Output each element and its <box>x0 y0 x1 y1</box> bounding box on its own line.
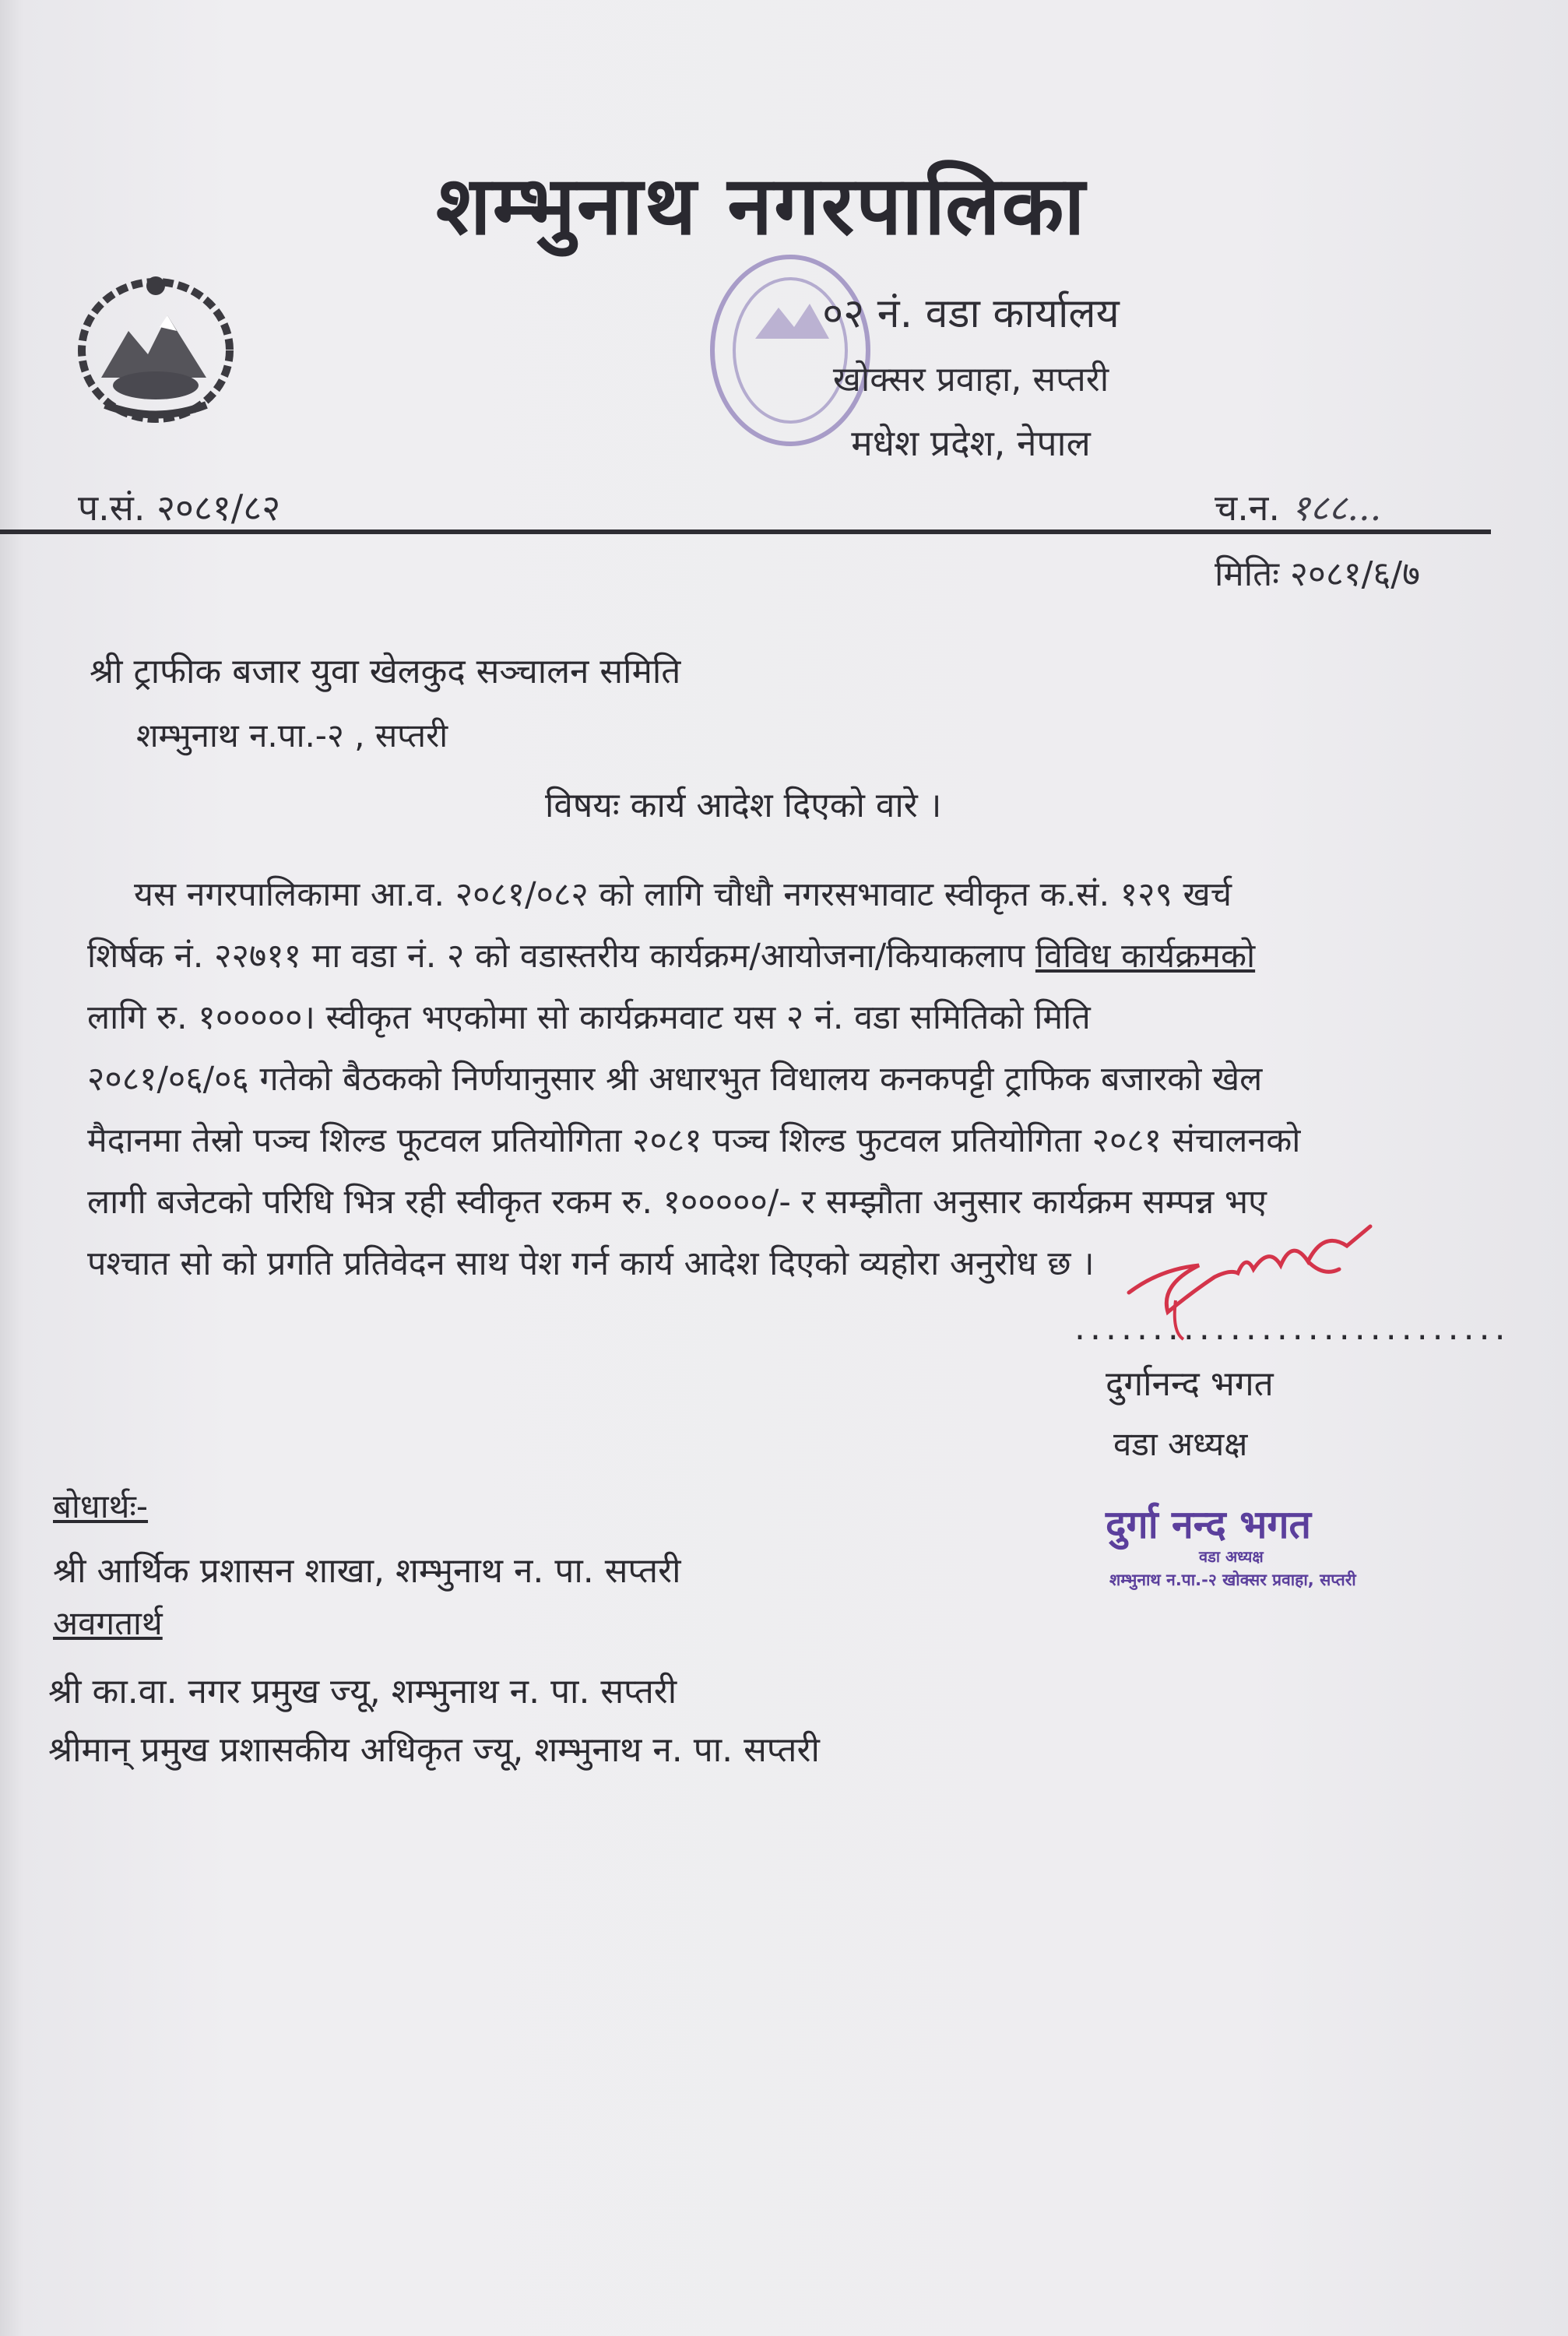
signatory-name: दुर्गानन्द भगत <box>1106 1364 1274 1404</box>
info-label: बोधार्थः- <box>53 1487 149 1525</box>
body-line: मैदानमा तेस्रो पञ्च शिल्ड फूटवल प्रतियोगिता २०८१ पञ्च शिल्ड फुटवल प्रतियोगिता २०८१ संचालनको <box>87 1121 1301 1160</box>
body-line-text: शिर्षक नं. २२७११ मा वडा नं. २ को वडास्तरीय कार्यक्रम/आयोजना/कियाकलाप <box>87 937 1025 976</box>
body-line: पश्चात सो को प्रगति प्रतिवेदन साथ पेश गर्न कार्य आदेश दिएको व्यहोरा अनुरोध छ । <box>87 1244 1095 1283</box>
fiscal-reference: प.सं. २०८१/८२ <box>78 487 281 529</box>
signature-line: ............................ <box>1074 1308 1510 1348</box>
program-name: विविध कार्यक्रमको <box>1035 937 1256 976</box>
letter-date: मितिः २०८१/६/७ <box>1215 554 1420 594</box>
notice-label: अवगतार्थ <box>53 1604 163 1642</box>
header-rule <box>0 529 1491 534</box>
body-line: २०८१/०६/०६ गतेको बैठकको निर्णयानुसार श्री अधारभुत विधालय कनकपट्टी ट्राफिक बजारको खेल <box>87 1060 1263 1099</box>
body-line: लागि रु. १०००००। स्वीकृत भएकोमा सो कार्यक्रमवाट यस २ नं. वडा समितिको मिति <box>87 998 1091 1037</box>
municipality-title: शम्भुनाथ नगरपालिका <box>436 158 1087 253</box>
notice-item: श्रीमान् प्रमुख प्रशासकीय अधिकृत ज्यू, शम्भुनाथ न. पा. सप्तरी <box>48 1730 820 1770</box>
dispatch-value: १८८... <box>1291 487 1382 529</box>
ward-office: ०२ नं. वडा कार्यालय <box>822 290 1120 337</box>
subject-line: विषयः कार्य आदेश दिएको वारे । <box>545 786 942 825</box>
office-address: खोक्सर प्रवाहा, सप्तरी <box>832 360 1109 399</box>
body-line: यस नगरपालिकामा आ.व. २०८१/०८२ को लागि चौधौ नगरसभावाट स्वीकृत क.सं. १२९ खर्च <box>134 875 1232 914</box>
body-line <box>87 926 1489 987</box>
info-item: श्री आर्थिक प्रशासन शाखा, शम्भुनाथ न. पा. सप्तरी <box>53 1551 681 1591</box>
dispatch-label: च.न. <box>1215 487 1280 529</box>
stamp-title: वडा अध्यक्ष <box>1199 1547 1264 1566</box>
recipient-name: श्री ट्राफीक बजार युवा खेलकुद सञ्चालन समिति <box>90 652 681 691</box>
stamp-name: दुर्गा नन्द भगत <box>1106 1502 1312 1547</box>
province-line: मधेश प्रदेश, नेपाल <box>851 422 1091 464</box>
body-line: लागी बजेटको परिधि भित्र रही स्वीकृत रकम रु. १०००००/- र सम्झौता अनुसार कार्यक्रम सम्पन्न भए <box>87 1183 1267 1222</box>
recipient-address: शम्भुनाथ न.पा.-२ , सप्तरी <box>136 716 448 755</box>
dispatch-number <box>1215 483 1381 531</box>
notice-item: श्री का.वा. नगर प्रमुख ज्यू, शम्भुनाथ न. पा. सप्तरी <box>48 1672 677 1712</box>
stamp-office: शम्भुनाथ न.पा.-२ खोक्सर प्रवाहा, सप्तरी <box>1109 1571 1356 1589</box>
signatory-title: वडा अध्यक्ष <box>1113 1425 1248 1463</box>
